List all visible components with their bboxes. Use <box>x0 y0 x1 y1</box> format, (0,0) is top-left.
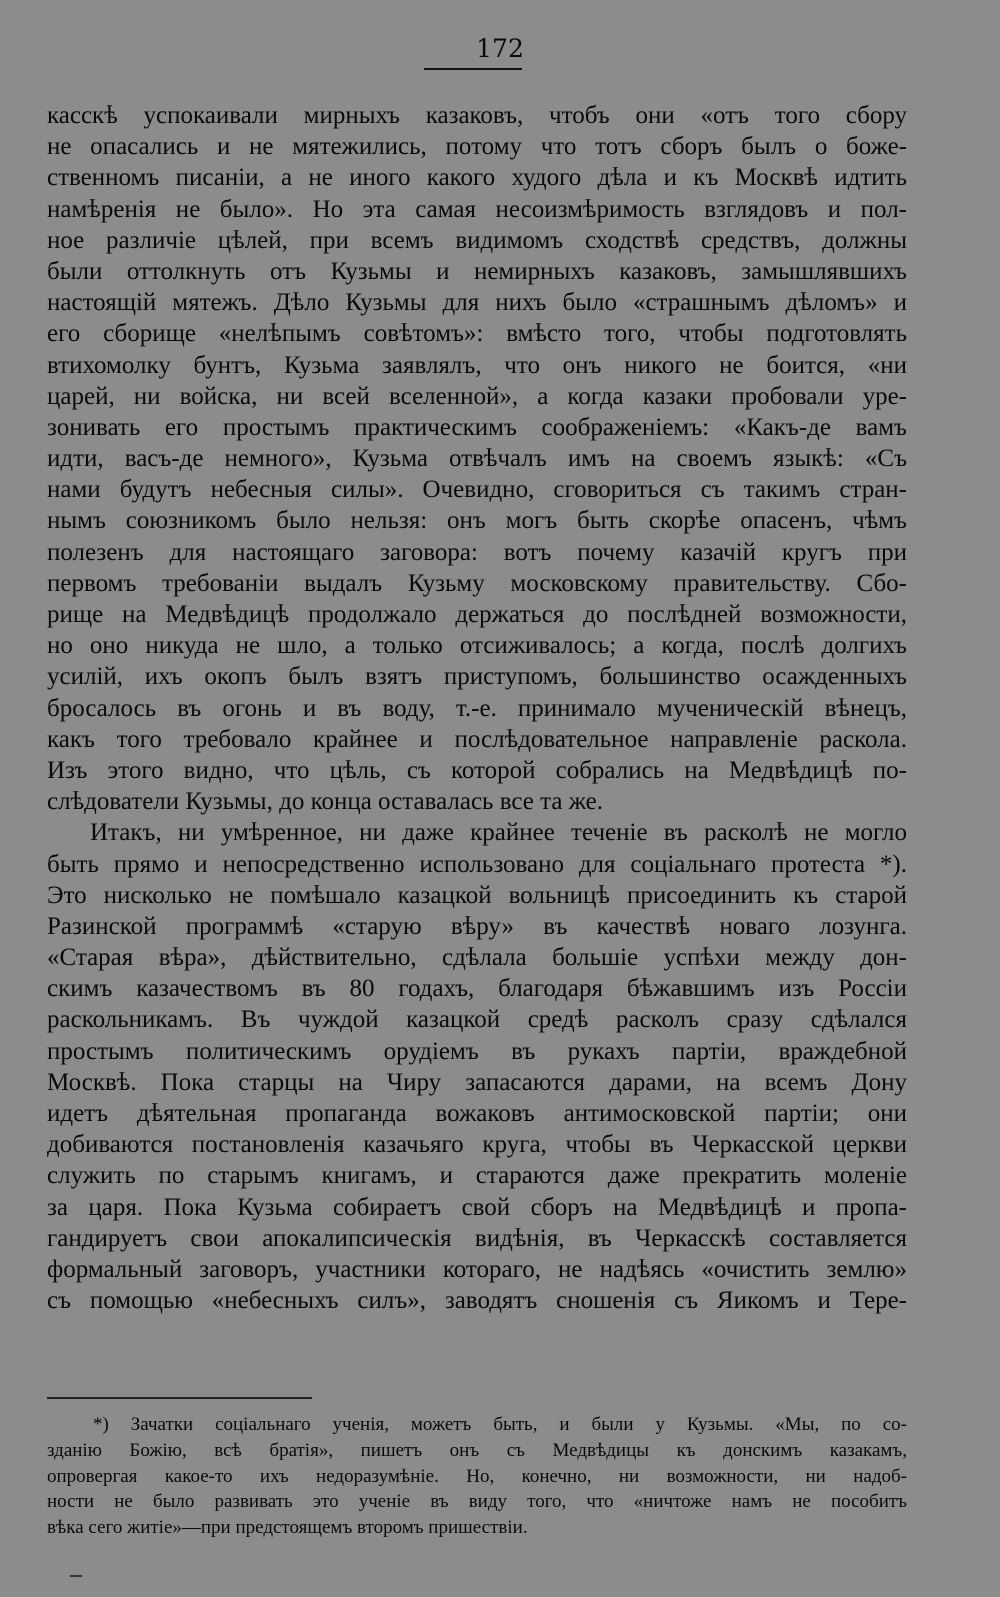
body-line: усилій, ихъ окопъ былъ взятъ приступомъ, большинство осажденныхъ <box>47 663 907 691</box>
body-line: первомъ требованіи выдалъ Кузьму московскому правительству. Сбо- <box>47 569 907 597</box>
footnote-line: опровергая какое-то ихъ недоразумѣніе. Но, конечно, ни возможности, ни надоб- <box>47 1465 907 1487</box>
body-line: касскѣ успокаивали мирныхъ казаковъ, чтобъ они «отъ того сбору <box>47 102 907 129</box>
body-line: но оно никуда не шло, а только отсиживалось; а когда, послѣ долгихъ <box>47 632 907 660</box>
body-line: ное различіе цѣлей, при всемъ видимомъ сходствѣ средствъ, должны <box>47 226 907 254</box>
body-line: не опасались и не мятежились, потому что тотъ сборъ былъ о боже- <box>47 133 907 161</box>
body-line: идетъ дѣятельная пропаганда вожаковъ антимосковской партіи; они <box>47 1100 907 1127</box>
body-line: служить по старымъ книгамъ, и стараются даже прекратить моленіе <box>47 1162 907 1190</box>
body-line: настоящій мятежъ. Дѣло Кузьмы для нихъ было «страшнымъ дѣломъ» и <box>47 289 907 317</box>
body-line: съ помощью «небесныхъ силъ», заводятъ сношенія съ Яикомъ и Тере- <box>47 1287 907 1315</box>
body-line: идти, васъ-де немного», Кузьма отвѣчалъ имъ на своемъ языкѣ: «Съ <box>47 445 907 473</box>
body-line: царей, ни войска, ни всей вселенной», а когда казаки пробовали уре- <box>47 382 907 410</box>
body-line: Разинской программѣ «старую вѣру» въ качествѣ новаго лозунга. <box>47 912 907 940</box>
body-line: за царя. Пока Кузьма собираетъ свой сборъ на Медвѣдицѣ и пропа- <box>47 1193 907 1221</box>
body-line: намѣренія не было». Но эта самая несоизмѣримость взглядовъ и пол- <box>47 195 907 223</box>
body-line: его сборище «нелѣпымъ совѣтомъ»: вмѣсто того, чтобы подготовлять <box>47 320 907 348</box>
body-line: гандируетъ свои апокалипсическія видѣнія, въ Черкасскѣ составляется <box>47 1224 907 1252</box>
body-line: Изъ этого видно, что цѣль, съ которой собрались на Медвѣдицѣ по- <box>47 756 907 784</box>
body-line: Это нисколько не помѣшало казацкой вольницѣ присоединить къ старой <box>47 881 907 909</box>
footnote-separator <box>47 1397 312 1399</box>
body-line: формальный заговоръ, участники котораго, не надѣясь «очистить землю» <box>47 1255 907 1283</box>
footnote-line: *) Зачатки соціальнаго ученія, можетъ быть, и были у Кузьмы. «Мы, по со- <box>93 1414 907 1435</box>
body-line: зонивать его простымъ практическимъ соображеніемъ: «Какъ-де вамъ <box>47 413 907 441</box>
body-line: нымъ союзникомъ было нельзя: онъ могъ быть скорѣе опасенъ, чѣмъ <box>47 507 907 535</box>
body-line: полезенъ для настоящаго заговора: вотъ почему казачій кругъ при <box>47 538 907 566</box>
page-number: 172 <box>476 34 524 63</box>
body-line: бросалось въ огонь и въ воду, т.-е. принимало мученическій вѣнецъ, <box>47 694 907 722</box>
footnote <box>47 1412 907 1541</box>
body-line: ственномъ писанiи, а не иного какого худого дѣла и къ Москвѣ идтить <box>47 164 907 192</box>
page-number-underline <box>424 68 522 70</box>
body-line: быть прямо и непосредственно использовано для соціальнаго протеста *). <box>47 850 907 878</box>
body-text <box>47 100 907 1316</box>
body-line: «Старая вѣра», дѣйствительно, сдѣлала большіе успѣхи между дон- <box>47 944 907 972</box>
body-line: добиваются постановленія казачьяго круга, чтобы въ Черкасской церкви <box>47 1131 907 1159</box>
body-line: Москвѣ. Пока старцы на Чиру запасаются дарами, на всемъ Дону <box>47 1068 907 1096</box>
footnote-line: ности не было развивать это ученіе въ виду того, что «ничтоже намъ не пособитъ <box>47 1491 907 1513</box>
body-line: какъ того требовало крайнее и послѣдовательное направленіе раскола. <box>47 725 907 753</box>
body-line: втихомолку бунтъ, Кузьма заявлялъ, что онъ никого не боится, «ни <box>47 351 907 379</box>
footnote-line: зданію Божію, всѣ братія», пишетъ онъ съ Медвѣдицы къ донскимъ казакамъ, <box>47 1439 907 1461</box>
footnote-line: вѣка сего житіе»—при предстоящемъ второмъ пришествіи. <box>47 1517 528 1539</box>
paragraph-start-line: Итакъ, ни умѣренное, ни даже крайнее теченіе въ расколѣ не могло <box>90 819 907 847</box>
body-line: были оттолкнуть отъ Кузьмы и немирныхъ казаковъ, замышлявшихъ <box>47 257 907 285</box>
body-line: нами будутъ небесныя силы». Очевидно, сговориться съ такимъ стран- <box>47 476 907 504</box>
body-line: раскольникамъ. Въ чуждой казацкой средѣ расколъ сразу сдѣлался <box>47 1006 907 1034</box>
body-line: скимъ казачествомъ въ 80 годахъ, благодаря бѣжавшимъ изъ Россіи <box>47 975 907 1003</box>
scan-mark <box>70 1575 82 1577</box>
paragraph-end-line: слѣдователи Кузьмы, до конца оставалась все та же. <box>47 788 603 816</box>
body-line: простымъ политическимъ орудіемъ въ рукахъ партіи, враждебной <box>47 1037 907 1065</box>
body-line: рище на Медвѣдицѣ продолжало держаться до послѣдней возможности, <box>47 601 907 628</box>
